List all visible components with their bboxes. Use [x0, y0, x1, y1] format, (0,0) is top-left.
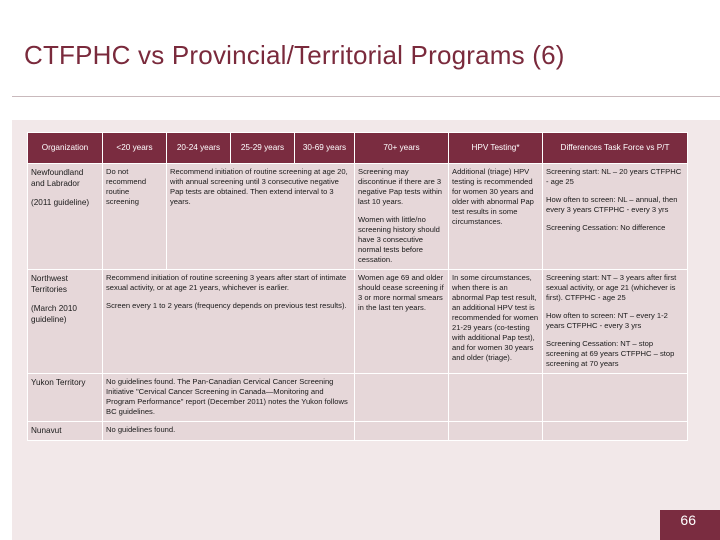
- diff-cessation: Screening Cessation: No difference: [546, 223, 666, 232]
- empty-cell: [355, 422, 449, 441]
- table-row-yt: [28, 374, 688, 422]
- org-cell: [28, 270, 103, 374]
- over-70-text: Screening may discontinue if there are 3 negative Pap tests within last 10 years.: [358, 167, 443, 206]
- diff-frequency: How often to screen: NL – annual, then every 3 years CTFPHC - every 3 yrs: [546, 195, 678, 214]
- org-name: Newfoundland and Labrador: [31, 168, 84, 188]
- title-divider: [12, 96, 720, 97]
- empty-cell: [543, 374, 688, 422]
- header-20-24: 20-24 years: [167, 133, 231, 164]
- under-20-cell: Do not recommend routine screening: [103, 164, 167, 270]
- no-guideline-cell: No guidelines found. The Pan-Canadian Cervical Cancer Screening Initiative "Cervical Cancer Screening in Canada—Monitoring and Program Performance" report (December 2011) notes the Yukon follows BC guidelines.: [103, 374, 355, 422]
- ages-text: Screen every 1 to 2 years (frequency depends on previous test results).: [106, 301, 347, 310]
- table-row-nu: [28, 422, 688, 441]
- diff-start: Screening start: NT – 3 years after first sexual activity, or age 21 (whichever is first). CTFPHC - age 25: [546, 273, 677, 302]
- empty-cell: [543, 422, 688, 441]
- empty-cell: [449, 422, 543, 441]
- no-guideline-cell: No guidelines found.: [103, 422, 355, 441]
- table-row-nt: [28, 270, 688, 374]
- page-number: 66: [680, 512, 696, 528]
- hpv-cell: In some circumstances, when there is an abnormal Pap test result, an additional HPV test is recommended for women 21-29 years (co-testing with additional Pap test), and for women 30 years and older (triage).: [449, 270, 543, 374]
- differences-cell: [543, 164, 688, 270]
- ages-under-70-cell: [103, 270, 355, 374]
- ages-20-69-cell: Recommend initiation of routine screening at age 20, with annual screening until 3 consecutive negative Pap tests are obtained. Then extend interval to 3 years.: [167, 164, 355, 270]
- header-30-69: 30-69 years: [295, 133, 355, 164]
- table-row-nl: [28, 164, 688, 270]
- comparison-table: [27, 132, 688, 441]
- org-cell: Yukon Territory: [28, 374, 103, 422]
- slide-title: CTFPHC vs Provincial/Territorial Programs (6): [24, 40, 565, 70]
- diff-start: Screening start: NL – 20 years CTFPHC - age 25: [546, 167, 682, 186]
- header-under-20: <20 years: [103, 133, 167, 164]
- ages-text: Recommend initiation of routine screening 3 years after start of intimate sexual activity, or at age 21 years, whichever is earlier.: [106, 273, 347, 292]
- org-cell: Nunavut: [28, 422, 103, 441]
- differences-cell: [543, 270, 688, 374]
- header-25-29: 25-29 years: [231, 133, 295, 164]
- left-margin: [0, 0, 12, 540]
- empty-cell: [449, 374, 543, 422]
- diff-cessation: Screening Cessation: NT – stop screening at 69 years CTFPHC – stop screening at 70 years: [546, 339, 675, 368]
- hpv-cell: Additional (triage) HPV testing is recommended for women 30 years and older with abnormal Pap test results in some circumstances.: [449, 164, 543, 270]
- diff-frequency: How often to screen: NT – every 1-2 years CTFPHC - every 3 yrs: [546, 311, 668, 330]
- over-70-text: Women with little/no screening history should have 3 consecutive normal tests before cessation.: [358, 215, 440, 264]
- header-organization: Organization: [28, 133, 103, 164]
- over-70-cell: Women age 69 and older should cease screening if 3 or more normal smears in the last ten years.: [355, 270, 449, 374]
- header-differences: Differences Task Force vs P/T: [543, 133, 688, 164]
- empty-cell: [355, 374, 449, 422]
- header-70-plus: 70+ years: [355, 133, 449, 164]
- org-guideline: (2011 guideline): [31, 198, 90, 207]
- header-row: [28, 133, 688, 164]
- header-hpv-testing: HPV Testing*: [449, 133, 543, 164]
- org-name: Northwest Territories: [31, 274, 68, 294]
- over-70-cell: [355, 164, 449, 270]
- org-guideline: (March 2010 guideline): [31, 304, 77, 324]
- org-cell: [28, 164, 103, 270]
